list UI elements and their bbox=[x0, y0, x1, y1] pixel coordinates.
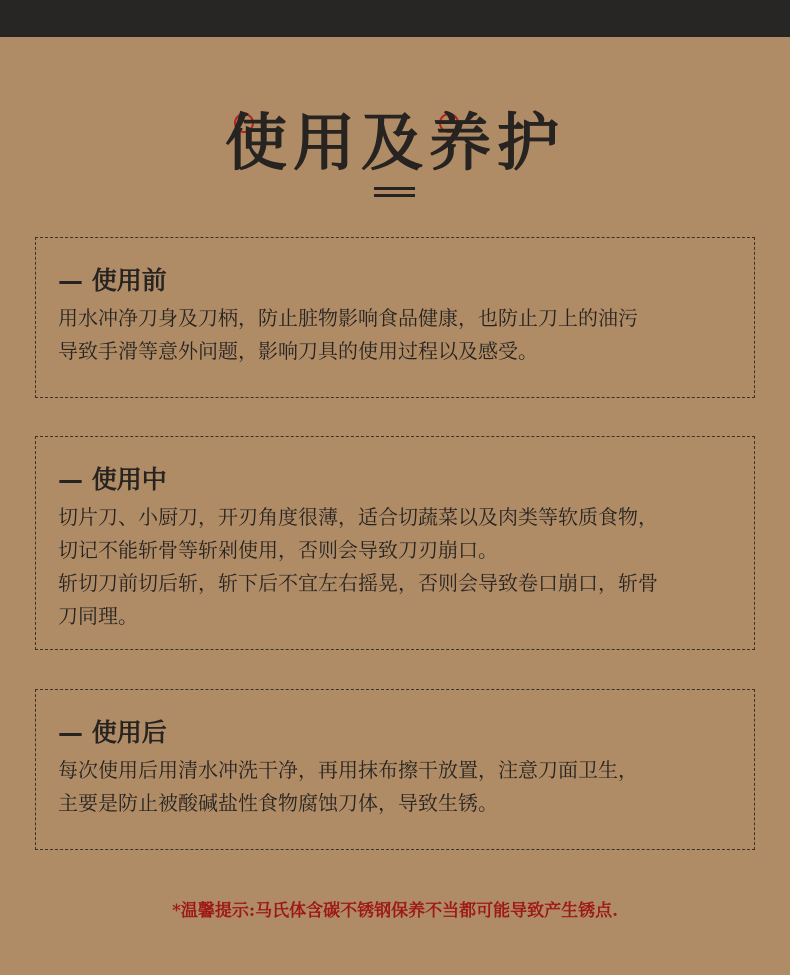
title-divider-line-bottom bbox=[374, 194, 415, 197]
section-text-line: 刀同理。 bbox=[58, 604, 138, 628]
title-divider-line-top bbox=[374, 187, 415, 190]
top-bar bbox=[0, 0, 790, 37]
section-text-line: 切记不能斩骨等斩剁使用，否则会导致刀刃崩口。 bbox=[58, 538, 498, 562]
section-text-line: 用水冲净刀身及刀柄，防止脏物影响食品健康，也防止刀上的油污 bbox=[58, 306, 638, 330]
section-heading: — 使用前 bbox=[58, 266, 167, 295]
section-text-line: 导致手滑等意外问题，影响刀具的使用过程以及感受。 bbox=[58, 339, 538, 363]
page-title: 使用及养护 bbox=[224, 106, 565, 179]
section-text-line: 主要是防止被酸碱盐性食物腐蚀刀体，导致生锈。 bbox=[58, 791, 498, 815]
section-after-use bbox=[35, 689, 755, 850]
section-heading: — 使用后 bbox=[58, 718, 167, 747]
section-text-line: 切片刀、小厨刀，开刃角度很薄，适合切蔬菜以及肉类等软质食物， bbox=[58, 505, 658, 529]
section-heading: — 使用中 bbox=[58, 465, 167, 494]
section-during-use bbox=[35, 436, 755, 650]
section-text-line: 斩切刀前切后斩，斩下后不宜左右摇晃，否则会导致卷口崩口，斩骨 bbox=[58, 571, 658, 595]
section-text-line: 每次使用后用清水冲洗干净，再用抹布擦干放置，注意刀面卫生， bbox=[58, 758, 638, 782]
warm-tip-notice: *温馨提示:马氏体含碳不锈钢保养不当都可能导致产生锈点. bbox=[171, 901, 619, 921]
section-before-use bbox=[35, 237, 755, 398]
